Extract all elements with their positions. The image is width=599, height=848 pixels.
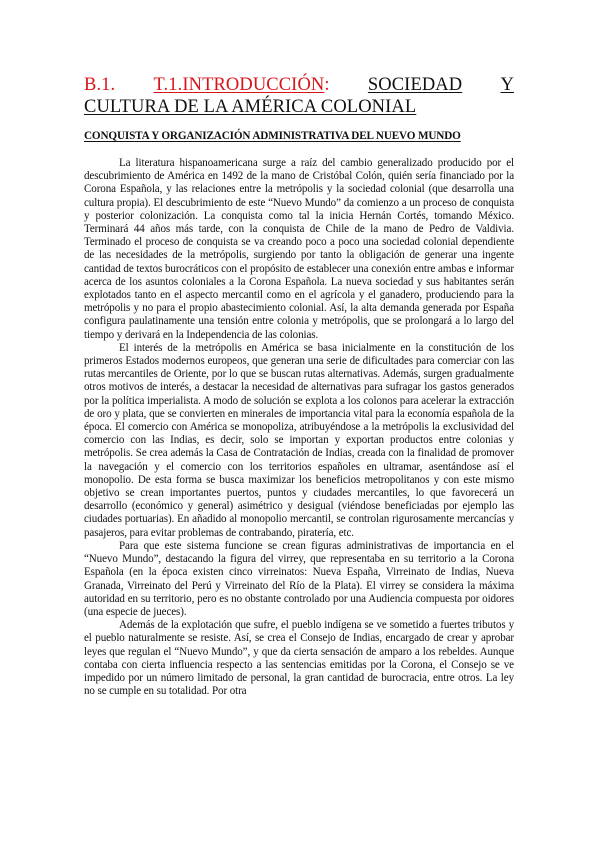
title-topic-group: [154, 74, 330, 96]
title-word-y: Y: [500, 75, 514, 95]
paragraph: La literatura hispanoamericana surge a raíz del cambio generalizado producido por el descubrimiento de América en 1492 de la mano de Cristóbal Colón, quién sería financiado por la Corona Española, y las relaciones entre la metrópolis y la sociedad colonial (que desarrolla una cultura propia). El descubrimiento de este “Nuevo Mundo” da comienzo a un proceso de conquista y posterior colonización. La conquista como tal la inicia Hernán Cortés, tomando México. Terminará 44 años más tarde, con la conquista de Chile de la mano de Pedro de Valdivia. Terminado el proceso de conquista se va creando poco a poco una sociedad colonial dependiente de las necesidades de la metrópolis, surgiendo por tanto la obligación de generar una ingente cantidad de textos burocráticos con el propósito de establecer una conexión entre ambas e informar acerca de los asuntos coloniales a la Corona Española. La nueva sociedad y sus habitantes serán explotados tanto en el aspecto mercantil como en el agrícola y el ganadero, produciendo para la metrópolis y no para el propio abastecimiento colonial. Así, la alta demanda generada por España configura paulatinamente una tensión entre colonia y metrópolis, que se prolongará a lo largo del tiempo y derivará en la Independencia de las colonias.: [84, 157, 514, 341]
paragraph: El interés de la metrópolis en América se basa inicialmente en la constitución de los primeros Estados modernos europeos, que generan una serie de dificultades para comerciar con las rutas mercantiles de Oriente, por lo que se buscan rutas alternativas. Además, surgen gradualmente otros motivos de interés, a destacar la necesidad de alternativas para sufragar los gastos generados por la política imperialista. A modo de solución se explota a los colonos para acelerar la extracción de oro y plata, que se convierten en minerales de importancia vital para la economía española de la época. El comercio con América se monopoliza, atribuyéndose a la metrópolis la exclusividad del comercio con las Indias, es decir, solo se importan y exportan productos entre colonias y metrópolis. Se crea además la Casa de Contratación de Indias, creada con la finalidad de promover la navegación y el comercio con los territorios españoles en ultramar, asentándose así el monopolio. De esta forma se busca maximizar los beneficios metropolitanos y con este mismo objetivo se crean importantes puertos, puntos y ciudades mercantiles, lo que favorecerá un desarrollo (económico y general) asimétrico y desigual (viéndose beneficiadas por ejemplo las ciudades portuarias). En añadido al monopolio mercantil, se controlan rigurosamente mercancías y pasajeros, para evitar problemas de contrabando, piratería, etc.: [84, 341, 514, 539]
document-title: [84, 74, 514, 118]
paragraph: Además de la explotación que sufre, el pueblo indígena se ve sometido a fuertes tributos y el pueblo naturalmente se resiste. Así, se crea el Consejo de Indias, encargado de crear y aprobar leyes que regulan el “Nuevo Mundo”, y que da cierta sensación de amparo a los rebeldes. Aunque contaba con cierta influencia respecto a las sentencias emitidas por la Corona, el Consejo se ve impedido por un número limitado de personal, la gran cantidad de burocracia, entre otros. La ley no se cumple en su totalidad. Por otra: [84, 619, 514, 698]
title-line-2: CULTURA DE LA AMÉRICA COLONIAL: [84, 97, 417, 117]
topic-title: T.1.INTRODUCCIÓN: [153, 75, 325, 95]
title-line-1: [84, 74, 514, 96]
title-colon: :: [324, 75, 330, 95]
title-word-sociedad: SOCIEDAD: [367, 75, 463, 95]
paragraph: Para que este sistema funcione se crean figuras administrativas de importancia en el “Nuevo Mundo”, destacando la figura del virrey, que representaba en su territorio a la Corona Española (en la época existen cinco virreinatos: Nueva España, Virreinato de Indias, Nueva Granada, Virreinato del Perú y Virreinato del Río de la Plata). El virrey se considera la máxima autoridad en su territorio, pero es no obstante controlado por una Audiencia compuesta por oidores (una especie de jueces).: [84, 539, 514, 618]
section-heading: CONQUISTA Y ORGANIZACIÓN ADMINISTRATIVA DEL NUEVO MUNDO: [84, 130, 461, 142]
section-code: B.1.: [84, 75, 116, 95]
body-text: [84, 157, 514, 841]
